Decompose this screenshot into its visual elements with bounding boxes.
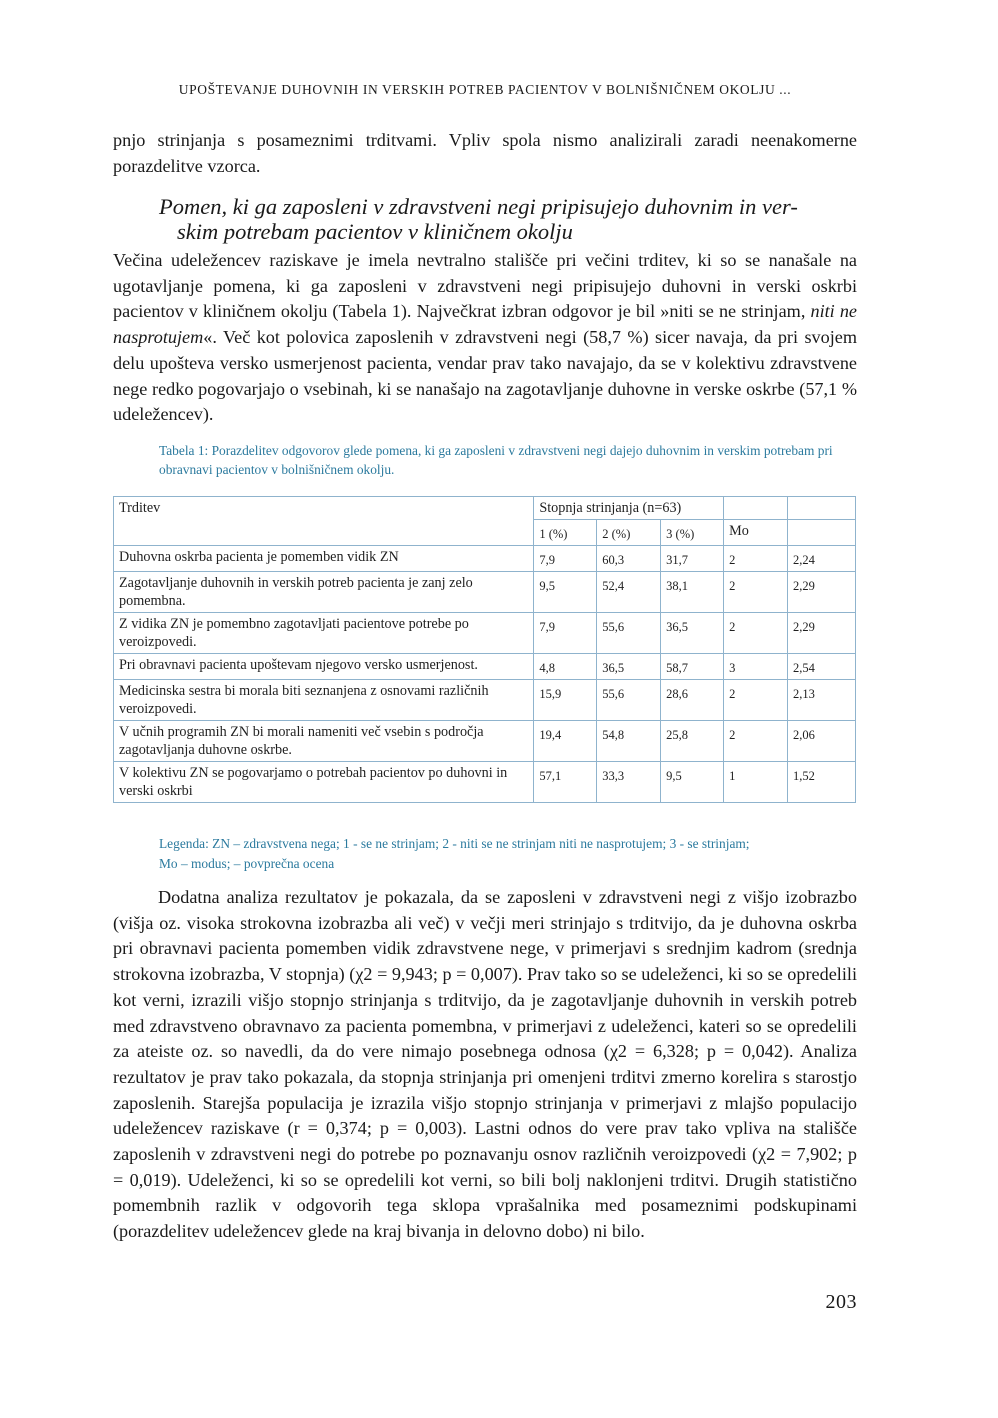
results-table: [113, 496, 856, 803]
cell-mean: 2,06: [788, 721, 856, 762]
header-col-mean: [788, 520, 856, 546]
cell-pct-2: 36,5: [597, 654, 661, 680]
table-row: [114, 762, 856, 803]
cell-mode: 2: [724, 721, 788, 762]
cell-pct-1: 4,8: [534, 654, 597, 680]
row-statement: Duhovna oskrba pacienta je pomemben vidik ZN: [114, 546, 534, 572]
cell-pct-2: 54,8: [597, 721, 661, 762]
cell-mode: 2: [724, 680, 788, 721]
section-paragraph-part-1: Večina udeležencev raziskave je imela nevtralno stališče pri večini trditev, ki so se nanašale na ugotavljanje pomena, ki ga zaposleni v zdravstveni negi pripisujejo duhovni in verski oskrbi pacientov v kliničnem okolju (Tabela 1). Največkrat izbran odgovor je bil »niti se ne strinjam,: [113, 250, 857, 322]
cell-pct-2: 52,4: [597, 572, 661, 613]
cell-pct-3: 28,6: [661, 680, 724, 721]
row-statement: V kolektivu ZN se pogovarjamo o potrebah pacientov po duhovni in verski oskrbi: [114, 762, 534, 803]
cell-pct-2: 55,6: [597, 613, 661, 654]
table-row: [114, 680, 856, 721]
cell-pct-2: 33,3: [597, 762, 661, 803]
section-paragraph-italic: niti ne nasprotujem: [113, 301, 857, 348]
cell-pct-1: 7,9: [534, 613, 597, 654]
table-row: [114, 572, 856, 613]
header-agreement-group: Stopnja strinjanja (n=63): [534, 497, 724, 520]
page-number: 203: [825, 1291, 857, 1313]
cell-mean: 2,13: [788, 680, 856, 721]
section-heading-line-2: skim potrebam pacientov v kliničnem okolju: [177, 219, 573, 244]
section-heading-line-1: Pomen, ki ga zaposleni v zdravstveni negi pripisujejo duhovnim in ver-: [159, 194, 798, 219]
cell-mode: 3: [724, 654, 788, 680]
table-row: [114, 546, 856, 572]
cell-mean: 1,52: [788, 762, 856, 803]
table-row: [114, 613, 856, 654]
cell-mean: 2,29: [788, 572, 856, 613]
cell-pct-1: 7,9: [534, 546, 597, 572]
cell-mean: 2,29: [788, 613, 856, 654]
cell-pct-1: 15,9: [534, 680, 597, 721]
table-legend: [159, 834, 849, 874]
table-row: [114, 654, 856, 680]
cell-pct-3: 9,5: [661, 762, 724, 803]
legend-line-1: Legenda: ZN – zdravstvena nega; 1 - se ne strinjam; 2 - niti se ne strinjam niti ne nasprotujem; 3 - se strinjam;: [159, 836, 750, 851]
cell-mean: 2,54: [788, 654, 856, 680]
row-statement: Zagotavljanje duhovnih in verskih potreb pacienta je zanj zelo pomembna.: [114, 572, 534, 613]
table-row: [114, 721, 856, 762]
cell-pct-3: 58,7: [661, 654, 724, 680]
row-statement: Medicinska sestra bi morala biti seznanjena z osnovami različnih veroizpovedi.: [114, 680, 534, 721]
cell-pct-3: 36,5: [661, 613, 724, 654]
header-col-1: 1 (%): [534, 520, 597, 546]
header-col-2: 2 (%): [597, 520, 661, 546]
row-statement: Z vidika ZN je pomembno zagotavljati pacientove potrebe po veroizpovedi.: [114, 613, 534, 654]
cell-pct-3: 25,8: [661, 721, 724, 762]
cell-mode: 2: [724, 613, 788, 654]
header-empty-cell: [788, 497, 856, 520]
cell-pct-3: 31,7: [661, 546, 724, 572]
row-statement: V učnih programih ZN bi morali nameniti več vsebin s področja zagotavljanja duhovne oskrbe.: [114, 721, 534, 762]
header-empty-cell: [724, 497, 788, 520]
cell-mode: 1: [724, 762, 788, 803]
analysis-section: [113, 885, 857, 1245]
cell-pct-2: 55,6: [597, 680, 661, 721]
section-paragraph: [113, 248, 857, 428]
cell-pct-1: 9,5: [534, 572, 597, 613]
legend-line-2: Mo – modus; – povprečna ocena: [159, 856, 335, 871]
section-paragraph-part-2: «. Več kot polovica zaposlenih v zdravstveni negi (58,7 %) sicer navaja, da pri svojem delu upošteva versko usmerjenost pacienta, vendar prav tako navajajo, da se v kolektivu zdravstvene nege redko pogovarjajo o vsebinah, ki se nanašajo na zagotavljanje duhovne in verske oskrbe (57,1 % udeležencev).: [113, 327, 857, 425]
intro-paragraph: pnjo strinjanja s posameznimi trditvami. Vpliv spola nismo analizirali zaradi neenakomerne porazdelitve vzorca.: [113, 130, 857, 176]
row-statement: Pri obravnavi pacienta upoštevam njegovo versko usmerjenost.: [114, 654, 534, 680]
header-col-3: 3 (%): [661, 520, 724, 546]
header-col-mode: Mo: [724, 520, 788, 546]
cell-pct-1: 57,1: [534, 762, 597, 803]
table-caption: Tabela 1: Porazdelitev odgovorov glede pomena, ki ga zaposleni v zdravstveni negi dajejo duhovnim in verskim potrebam pri obravnavi pacientov v bolnišničnem okolju.: [159, 443, 833, 477]
header-statement: Trditev: [114, 497, 534, 546]
cell-mean: 2,24: [788, 546, 856, 572]
cell-mode: 2: [724, 546, 788, 572]
cell-pct-1: 19,4: [534, 721, 597, 762]
cell-pct-2: 60,3: [597, 546, 661, 572]
table-header-row-1: [114, 497, 856, 520]
running-head: UPOŠTEVANJE DUHOVNIH IN VERSKIH POTREB PACIENTOV V BOLNIŠNIČNEM OKOLJU ...: [178, 82, 792, 97]
section-heading: [159, 194, 839, 244]
analysis-paragraph: Dodatna analiza rezultatov je pokazala, da se zaposleni v zdravstveni negi z višjo izobrazbo (višja oz. visoka strokovna izobrazba ali več) v večji meri strinjajo s trditvijo, da je duhovna oskrba pri obravnavi pacienta pomemben vidik zdravstvene nege, v primerjavi s srednjim kadrom (srednja strokovna izobrazba, V stopnja) (χ2 = 9,943; p = 0,007). Prav tako so se udeleženci, ki so se opredelili kot verni, izrazili višjo stopnjo strinjanja s trditvijo, da je zagotavljanje duhovnih in verskih potreb med zdravstveno obravnavo za pacienta pomembna, v primerjavi z udeleženci, kateri so se opredelili za ateiste oz. so navedli, da do vere nimajo posebnega odnosa (χ2 = 6,328; p = 0,042). Analiza rezultatov je prav tako pokazala, da stopnja strinjanja pri omenjeni trditvi zmerno korelira s starostjo zaposlenih. Starejša populacija je izrazila višjo stopnjo strinjanja v primerjavi z mlajšo populacijo udeležencev raziskave (r = 0,374; p = 0,003). Lastni odnos do vere prav tako vpliva na stališče zaposlenih v zdravstveni negi do potrebe po poznavanju osnov različnih veroizpovedi (χ2 = 7,902; p = 0,019). Udeleženci, ki so se opredelili kot verni, so bili bolj naklonjeni trditvi. Drugih statistično pomembnih razlik v odgovorih tega sklopa vprašalnika med posameznimi podskupinami (porazdelitev udeležencev glede na kraj bivanja in delovno dobo) ni bilo.: [113, 887, 857, 1242]
cell-pct-3: 38,1: [661, 572, 724, 613]
cell-mode: 2: [724, 572, 788, 613]
